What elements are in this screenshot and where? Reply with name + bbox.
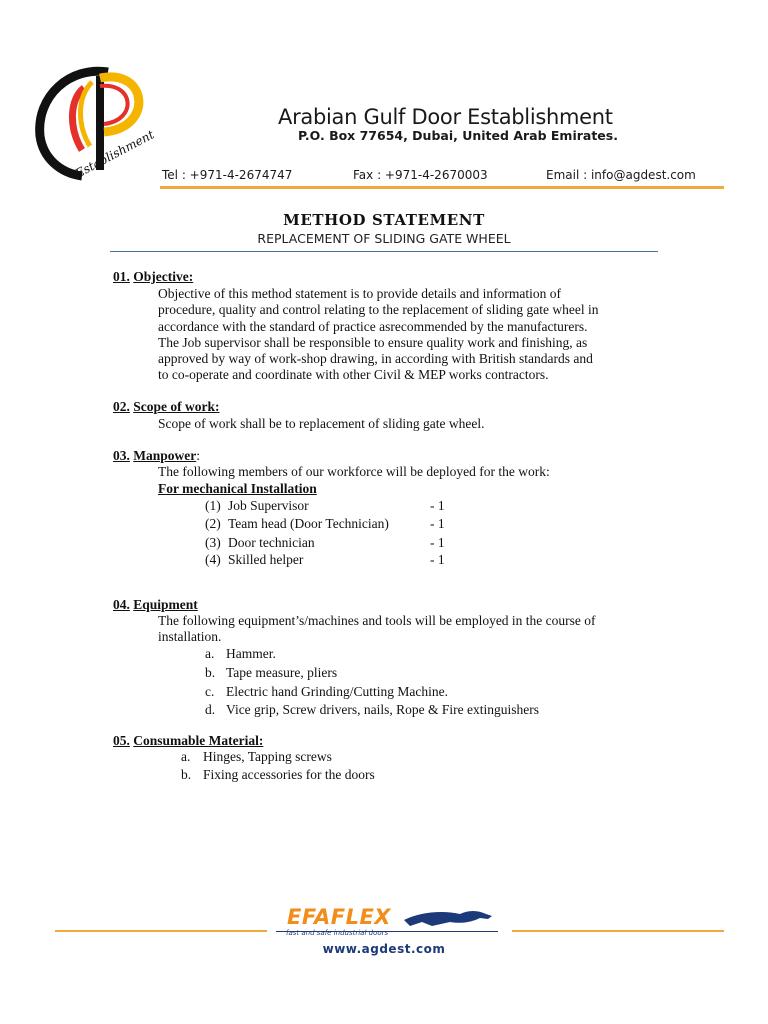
consumable-item-letter: b. — [181, 767, 192, 782]
scope-text: Scope of work shall be to replacement of sliding gate wheel. — [158, 416, 485, 431]
manpower-item-num: (4) — [205, 552, 221, 567]
manpower-item-role: Skilled helper — [228, 552, 304, 567]
company-logo — [30, 58, 170, 188]
section-title: Equipment — [133, 597, 198, 612]
fax-number: Fax : +971-4-2670003 — [353, 168, 488, 182]
consumable-item-text: Hinges, Tapping screws — [203, 749, 332, 764]
section-manpower-heading — [113, 448, 200, 464]
efaflex-tagline: fast and safe industrial doors — [286, 929, 389, 937]
website-link[interactable]: www.agdest.com — [322, 942, 446, 956]
objective-paragraph — [158, 286, 658, 384]
equipment-item-letter: a. — [205, 646, 215, 661]
consumable-item-letter: a. — [181, 749, 191, 764]
section-objective-heading — [113, 269, 193, 285]
manpower-item-num: (1) — [205, 498, 221, 513]
section-equipment-heading — [113, 597, 198, 613]
document-subtitle: REPLACEMENT OF SLIDING GATE WHEEL — [257, 231, 511, 246]
section-number: 04. — [113, 597, 130, 612]
footer-divider-right — [512, 930, 724, 932]
manpower-item-role: Team head (Door Technician) — [228, 516, 389, 531]
equipment-item-letter: d. — [205, 702, 216, 717]
header-divider — [160, 186, 724, 189]
section-title: Consumable Material: — [133, 733, 264, 748]
logo-text: Establishment — [72, 127, 157, 181]
equipment-item-letter: c. — [205, 684, 215, 699]
manpower-item-num: (2) — [205, 516, 221, 531]
document-title: METHOD STATEMENT — [283, 211, 485, 229]
efaflex-brand: EFAFLEX — [287, 905, 391, 929]
consumable-item-text: Fixing accessories for the doors — [203, 767, 375, 782]
equipment-item-letter: b. — [205, 665, 216, 680]
objective-line: accordance with the standard of practice asrecommended by the manufacturers. — [158, 318, 588, 334]
objective-line: approved by way of work-shop drawing, in according with British standards and — [158, 351, 593, 367]
equipment-intro: The following equipment’s/machines and tools will be employed in the course of — [158, 613, 596, 628]
manpower-subheading: For mechanical Installation — [158, 481, 317, 496]
equipment-item-text: Tape measure, pliers — [226, 665, 338, 680]
manpower-intro: The following members of our workforce will be deployed for the work: — [158, 464, 550, 479]
manpower-item-role: Job Supervisor — [228, 498, 309, 513]
section-number: 03. — [113, 448, 130, 463]
title-divider — [110, 251, 658, 252]
section-number: 01. — [113, 269, 130, 284]
equipment-item-text: Vice grip, Screw drivers, nails, Rope & Fire extinguishers — [226, 702, 539, 717]
equipment-item-text: Hammer. — [226, 646, 276, 661]
manpower-item-role: Door technician — [228, 535, 315, 550]
footer-divider-left — [55, 930, 267, 932]
objective-line: to co-operate and coordinate with other Civil & MEP works contractors. — [158, 367, 549, 383]
objective-line: The Job supervisor shall be responsible to ensure quality work and finishing, as — [158, 334, 588, 350]
section-title: Objective: — [133, 269, 194, 284]
section-colon: : — [196, 448, 201, 463]
email-address[interactable]: Email : info@agdest.com — [546, 168, 696, 182]
equipment-item-text: Electric hand Grinding/Cutting Machine. — [226, 684, 448, 699]
company-address: P.O. Box 77654, Dubai, United Arab Emirates. — [298, 128, 618, 143]
objective-line: Objective of this method statement is to provide details and information of — [158, 286, 562, 301]
manpower-item-num: (3) — [205, 535, 221, 550]
equipment-intro-cont: installation. — [158, 629, 222, 644]
objective-line: procedure, quality and control relating to the replacement of sliding gate wheel in — [158, 302, 599, 318]
section-scope-heading — [113, 399, 220, 415]
company-name: Arabian Gulf Door Establishment — [278, 105, 613, 129]
section-title: Manpower — [133, 448, 197, 463]
section-consumables-heading — [113, 733, 263, 749]
manpower-item-count: - 1 — [430, 552, 445, 567]
phone-number: Tel : +971-4-2674747 — [162, 168, 293, 182]
section-number: 02. — [113, 399, 130, 414]
section-title: Scope of work: — [133, 399, 220, 414]
section-number: 05. — [113, 733, 130, 748]
manpower-item-count: - 1 — [430, 498, 445, 513]
manpower-item-count: - 1 — [430, 535, 445, 550]
manpower-item-count: - 1 — [430, 516, 445, 531]
